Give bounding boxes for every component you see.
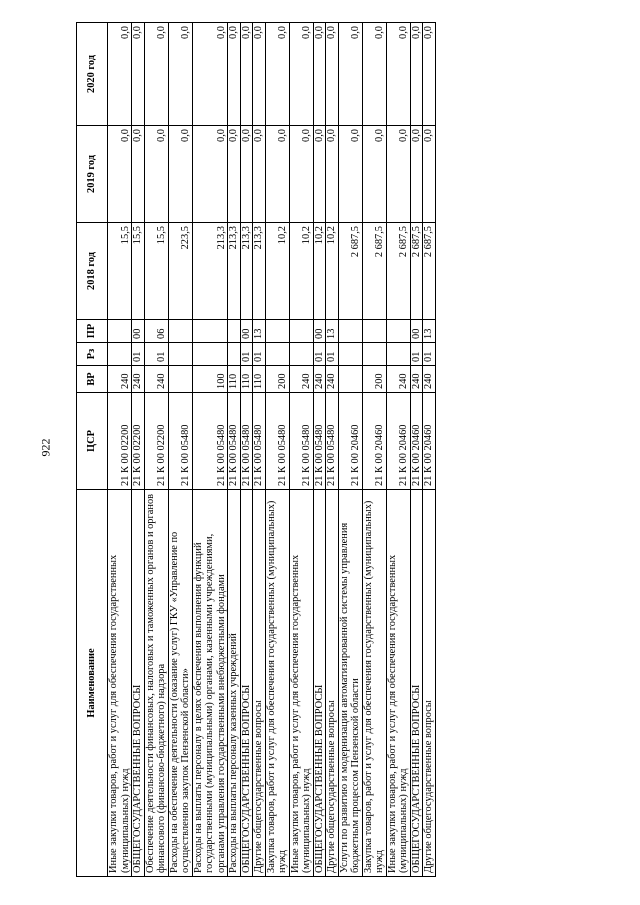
row-csr-cell: 21 К 00 20460 [362,393,386,490]
header-name: Наименование [77,490,108,877]
header-csr: ЦСР [77,393,108,490]
row-2020-cell: 0,0 [228,23,241,126]
table-row [410,23,423,877]
row-2018-cell: 2 687,5 [362,223,386,320]
row-2019-cell: 0,0 [132,126,145,223]
row-rz-cell [338,343,362,366]
row-2020-cell: 0,0 [423,23,436,126]
row-2018-cell: 2 687,5 [386,223,410,320]
row-vr-cell: 240 [410,366,423,393]
row-pr-cell: 13 [253,320,266,343]
row-csr-cell: 21 К 00 20460 [338,393,362,490]
table-row [326,23,339,877]
table-row [362,23,386,877]
row-vr-cell: 240 [386,366,410,393]
row-2019-cell: 0,0 [338,126,362,223]
budget-table [76,22,436,877]
row-csr-cell: 21 К 00 05480 [168,393,192,490]
row-csr-cell: 21 К 00 20460 [410,393,423,490]
row-name-cell: Обеспечение деятельности финансовых, налоговых и таможенных органов и органов финансового (финансово-бюджетного) надзора [144,490,168,877]
table-row [192,23,228,877]
row-csr-cell: 21 К 00 05480 [289,393,313,490]
row-rz-cell [289,343,313,366]
row-csr-cell: 21 К 00 05480 [192,393,228,490]
row-2018-cell: 10,2 [289,223,313,320]
row-name-cell: Иные закупки товаров, работ и услуг для обеспечения государственных (муниципальных) нужд [386,490,410,877]
row-csr-cell: 21 К 00 05480 [265,393,289,490]
row-vr-cell: 200 [362,366,386,393]
row-2020-cell: 0,0 [240,23,253,126]
row-2018-cell: 2 687,5 [410,223,423,320]
row-2018-cell: 213,3 [253,223,266,320]
row-vr-cell: 100 [192,366,228,393]
row-pr-cell [265,320,289,343]
row-csr-cell: 21 К 00 02200 [144,393,168,490]
row-2019-cell: 0,0 [240,126,253,223]
row-pr-cell: 06 [144,320,168,343]
row-2020-cell: 0,0 [265,23,289,126]
table-row [168,23,192,877]
row-csr-cell: 21 К 00 05480 [313,393,326,490]
row-2019-cell: 0,0 [289,126,313,223]
row-csr-cell: 21 К 00 20460 [386,393,410,490]
row-name-cell: Расходы на выплаты персоналу казенных учреждений [228,490,241,877]
row-2019-cell: 0,0 [144,126,168,223]
row-2019-cell: 0,0 [313,126,326,223]
row-2018-cell: 2 687,5 [338,223,362,320]
row-rz-cell: 01 [410,343,423,366]
row-rz-cell: 01 [313,343,326,366]
row-pr-cell [228,320,241,343]
row-pr-cell [386,320,410,343]
row-2019-cell: 0,0 [192,126,228,223]
row-pr-cell: 13 [326,320,339,343]
row-2019-cell: 0,0 [265,126,289,223]
row-2018-cell: 15,5 [144,223,168,320]
row-rz-cell: 01 [326,343,339,366]
row-2019-cell: 0,0 [108,126,132,223]
row-rz-cell [265,343,289,366]
row-2019-cell: 0,0 [362,126,386,223]
header-pr: ПР [77,320,108,343]
row-2020-cell: 0,0 [313,23,326,126]
row-2019-cell: 0,0 [228,126,241,223]
row-vr-cell: 240 [108,366,132,393]
row-pr-cell: 00 [240,320,253,343]
table-row [132,23,145,877]
row-csr-cell: 21 К 00 05480 [253,393,266,490]
row-pr-cell: 00 [313,320,326,343]
row-vr-cell: 110 [240,366,253,393]
row-2019-cell: 0,0 [253,126,266,223]
row-name-cell: Другие общегосударственные вопросы [253,490,266,877]
table-row [338,23,362,877]
table-row [240,23,253,877]
row-2019-cell: 0,0 [410,126,423,223]
row-csr-cell: 21 К 00 05480 [240,393,253,490]
table-row [253,23,266,877]
row-name-cell: Услуги по развитию и модернизации автоматизированной системы управления бюджетным процессом Пензенской области [338,490,362,877]
header-2020: 2020 год [77,23,108,126]
row-name-cell: Расходы на выплаты персоналу в целях обеспечения выполнения функций государственными (муниципальными) органами, казенными учреждениями, органами управления государственными внебюджетными фондами [192,490,228,877]
row-name-cell: ОБЩЕГОСУДАРСТВЕННЫЕ ВОПРОСЫ [313,490,326,877]
row-2018-cell: 2 687,5 [423,223,436,320]
row-pr-cell [362,320,386,343]
row-2019-cell: 0,0 [326,126,339,223]
row-2020-cell: 0,0 [132,23,145,126]
row-pr-cell [108,320,132,343]
row-name-cell: ОБЩЕГОСУДАРСТВЕННЫЕ ВОПРОСЫ [132,490,145,877]
header-vr: ВР [77,366,108,393]
row-2018-cell: 10,2 [326,223,339,320]
row-2020-cell: 0,0 [144,23,168,126]
row-name-cell: Другие общегосударственные вопросы [423,490,436,877]
row-csr-cell: 21 К 00 02200 [132,393,145,490]
row-2018-cell: 15,5 [108,223,132,320]
row-name-cell: Закупка товаров, работ и услуг для обеспечения государственных (муниципальных) нужд [265,490,289,877]
row-2020-cell: 0,0 [168,23,192,126]
row-vr-cell: 200 [265,366,289,393]
row-name-cell: Иные закупки товаров, работ и услуг для обеспечения государственных (муниципальных) нужд [289,490,313,877]
row-name-cell: ОБЩЕГОСУДАРСТВЕННЫЕ ВОПРОСЫ [410,490,423,877]
table-row [423,23,436,877]
row-name-cell: Иные закупки товаров, работ и услуг для обеспечения государственных (муниципальных) нужд [108,490,132,877]
header-2018: 2018 год [77,223,108,320]
row-2018-cell: 213,3 [240,223,253,320]
row-pr-cell [192,320,228,343]
row-name-cell: Другие общегосударственные вопросы [326,490,339,877]
row-vr-cell: 240 [313,366,326,393]
row-2018-cell: 10,2 [265,223,289,320]
row-2020-cell: 0,0 [362,23,386,126]
row-2018-cell: 223,5 [168,223,192,320]
row-csr-cell: 21 К 00 05480 [228,393,241,490]
row-pr-cell: 00 [410,320,423,343]
row-rz-cell: 01 [132,343,145,366]
row-vr-cell: 110 [253,366,266,393]
row-2019-cell: 0,0 [423,126,436,223]
row-rz-cell: 01 [253,343,266,366]
row-rz-cell [108,343,132,366]
table-row [228,23,241,877]
table-row [289,23,313,877]
table-row [386,23,410,877]
row-2018-cell: 213,3 [192,223,228,320]
table-header-row [77,23,108,877]
row-2020-cell: 0,0 [253,23,266,126]
row-2019-cell: 0,0 [386,126,410,223]
row-2020-cell: 0,0 [289,23,313,126]
row-pr-cell: 00 [132,320,145,343]
rotated-budget-table-wrapper [76,23,568,877]
table-row [313,23,326,877]
row-vr-cell: 240 [423,366,436,393]
row-vr-cell: 240 [132,366,145,393]
row-rz-cell [192,343,228,366]
row-2019-cell: 0,0 [168,126,192,223]
row-vr-cell: 240 [289,366,313,393]
row-vr-cell: 110 [228,366,241,393]
row-rz-cell [362,343,386,366]
row-rz-cell [386,343,410,366]
row-2020-cell: 0,0 [326,23,339,126]
row-rz-cell [228,343,241,366]
row-csr-cell: 21 К 00 20460 [423,393,436,490]
row-2020-cell: 0,0 [410,23,423,126]
row-rz-cell: 01 [423,343,436,366]
row-rz-cell [168,343,192,366]
row-2020-cell: 0,0 [108,23,132,126]
row-name-cell: Закупка товаров, работ и услуг для обеспечения государственных (муниципальных) нужд [362,490,386,877]
row-2020-cell: 0,0 [338,23,362,126]
row-2018-cell: 213,3 [228,223,241,320]
table-row [108,23,132,877]
row-rz-cell: 01 [240,343,253,366]
row-2020-cell: 0,0 [192,23,228,126]
row-csr-cell: 21 К 00 05480 [326,393,339,490]
table-body [108,23,436,877]
header-2019: 2019 год [77,126,108,223]
row-name-cell: ОБЩЕГОСУДАРСТВЕННЫЕ ВОПРОСЫ [240,490,253,877]
row-2018-cell: 10,2 [313,223,326,320]
row-vr-cell: 240 [144,366,168,393]
row-vr-cell [168,366,192,393]
row-pr-cell [168,320,192,343]
row-vr-cell: 240 [326,366,339,393]
header-rz: Рз [77,343,108,366]
table-row [265,23,289,877]
row-2018-cell: 15,5 [132,223,145,320]
table-row [144,23,168,877]
row-2020-cell: 0,0 [386,23,410,126]
row-pr-cell [289,320,313,343]
row-name-cell: Расходы на обеспечение деятельности (оказание услуг) ГКУ «Управление по осуществлению закупок Пензенской области» [168,490,192,877]
row-pr-cell: 13 [423,320,436,343]
row-vr-cell [338,366,362,393]
row-rz-cell: 01 [144,343,168,366]
row-csr-cell: 21 К 00 02200 [108,393,132,490]
row-pr-cell [338,320,362,343]
page-number: 922 [38,438,53,457]
